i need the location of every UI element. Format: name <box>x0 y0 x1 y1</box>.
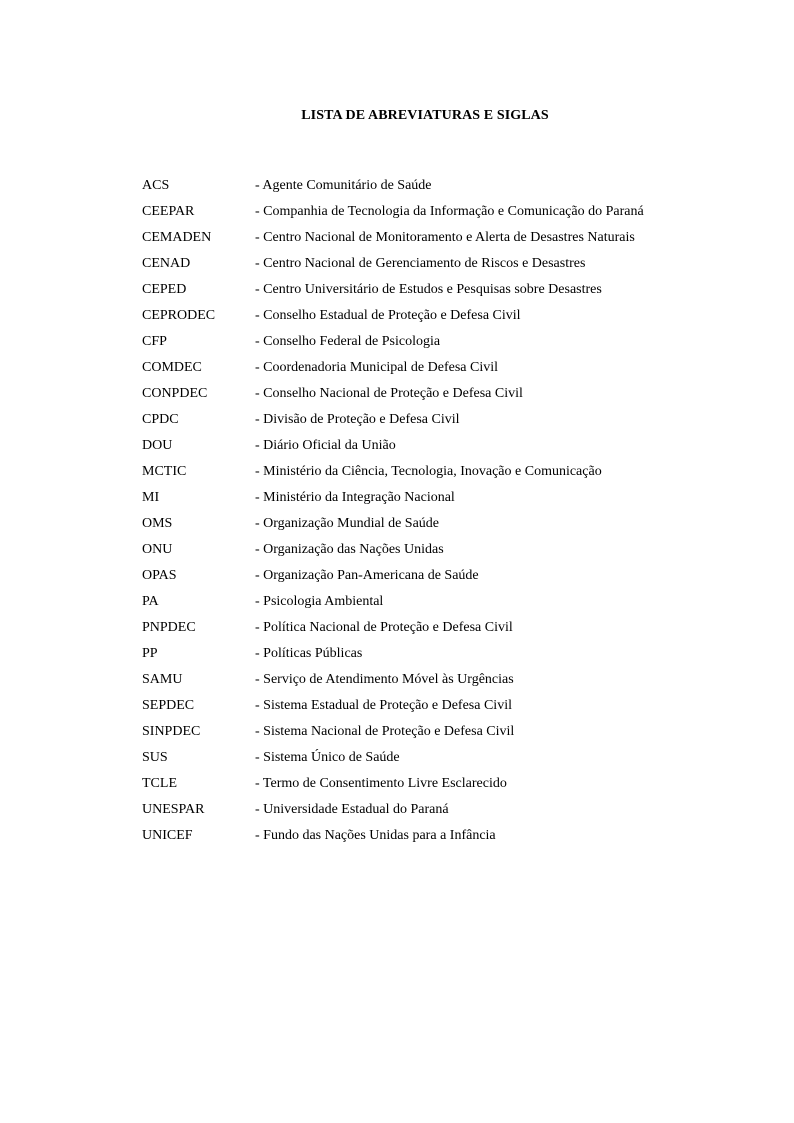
abbreviation-definition: - Diário Oficial da União <box>255 438 396 453</box>
list-item <box>142 228 702 254</box>
abbreviation: DOU <box>142 438 173 453</box>
abbreviation: CENAD <box>142 256 191 271</box>
abbreviation-definition: - Coordenadoria Municipal de Defesa Civil <box>255 360 498 375</box>
list-item <box>142 358 702 384</box>
list-item <box>142 202 702 228</box>
abbreviation: TCLE <box>142 776 177 791</box>
abbreviation-definition: - Centro Nacional de Monitoramento e Alerta de Desastres Naturais <box>255 230 635 245</box>
abbreviation-definition: - Ministério da Ciência, Tecnologia, Inovação e Comunicação <box>255 464 602 479</box>
abbreviation-definition: - Política Nacional de Proteção e Defesa Civil <box>255 620 513 635</box>
abbreviation: OMS <box>142 516 173 531</box>
abbreviation-definition: - Organização Pan-Americana de Saúde <box>255 568 479 583</box>
list-item <box>142 488 702 514</box>
abbreviation-definition: - Sistema Estadual de Proteção e Defesa Civil <box>255 698 512 713</box>
list-item <box>142 254 702 280</box>
list-item <box>142 592 702 618</box>
list-item <box>142 280 702 306</box>
abbreviation: CEEPAR <box>142 204 195 219</box>
abbreviation-definition: - Divisão de Proteção e Defesa Civil <box>255 412 460 427</box>
abbreviation: MCTIC <box>142 464 187 479</box>
list-item <box>142 748 702 774</box>
list-item <box>142 800 702 826</box>
list-item <box>142 774 702 800</box>
abbreviation: CFP <box>142 334 167 349</box>
abbreviation-definition: - Organização Mundial de Saúde <box>255 516 440 531</box>
abbreviation: ACS <box>142 178 170 193</box>
list-item <box>142 722 702 748</box>
abbreviation-definition: - Conselho Nacional de Proteção e Defesa Civil <box>255 386 523 401</box>
list-item <box>142 540 702 566</box>
abbreviation-definition: - Conselho Estadual de Proteção e Defesa Civil <box>255 308 521 323</box>
abbreviation-definition: - Políticas Públicas <box>255 646 363 661</box>
abbreviation: CEPRODEC <box>142 308 216 323</box>
list-item <box>142 826 702 852</box>
abbreviation: SINPDEC <box>142 724 201 739</box>
abbreviation: CEPED <box>142 282 187 297</box>
abbreviation-definition: - Companhia de Tecnologia da Informação e Comunicação do Paraná <box>255 204 644 219</box>
abbreviation: UNICEF <box>142 828 193 843</box>
abbreviation: SEPDEC <box>142 698 195 713</box>
list-item <box>142 618 702 644</box>
page-title: LISTA DE ABREVIATURAS E SIGLAS <box>301 108 549 123</box>
abbreviation: PNPDEC <box>142 620 196 635</box>
list-item <box>142 644 702 670</box>
list-item <box>142 696 702 722</box>
abbreviation-definition: - Psicologia Ambiental <box>255 594 384 609</box>
list-item <box>142 384 702 410</box>
list-item <box>142 410 702 436</box>
abbreviation-definition: - Centro Nacional de Gerenciamento de Riscos e Desastres <box>255 256 586 271</box>
abbreviation: SAMU <box>142 672 183 687</box>
list-item <box>142 566 702 592</box>
list-item <box>142 436 702 462</box>
abbreviation: PP <box>142 646 158 661</box>
abbreviation: OPAS <box>142 568 177 583</box>
abbreviation-definition: - Centro Universitário de Estudos e Pesquisas sobre Desastres <box>255 282 602 297</box>
abbreviation: PA <box>142 594 159 609</box>
abbreviation-definition: - Sistema Nacional de Proteção e Defesa Civil <box>255 724 515 739</box>
abbreviation-definition: - Organização das Nações Unidas <box>255 542 444 557</box>
abbreviation-definition: - Sistema Único de Saúde <box>255 750 400 765</box>
abbreviation-list <box>142 176 702 852</box>
abbreviation: CONPDEC <box>142 386 208 401</box>
abbreviation-definition: - Ministério da Integração Nacional <box>255 490 455 505</box>
abbreviation-definition: - Conselho Federal de Psicologia <box>255 334 441 349</box>
abbreviation: COMDEC <box>142 360 202 375</box>
list-item <box>142 306 702 332</box>
list-item <box>142 670 702 696</box>
list-item <box>142 514 702 540</box>
abbreviation-definition: - Fundo das Nações Unidas para a Infância <box>255 828 496 843</box>
list-item <box>142 176 702 202</box>
abbreviation: ONU <box>142 542 173 557</box>
list-item <box>142 462 702 488</box>
abbreviation: CPDC <box>142 412 179 427</box>
list-item <box>142 332 702 358</box>
abbreviation: MI <box>142 490 160 505</box>
abbreviation-definition: - Serviço de Atendimento Móvel às Urgências <box>255 672 514 687</box>
abbreviation: CEMADEN <box>142 230 212 245</box>
abbreviation-definition: - Agente Comunitário de Saúde <box>255 178 432 193</box>
abbreviation: SUS <box>142 750 168 765</box>
abbreviation-definition: - Universidade Estadual do Paraná <box>255 802 449 817</box>
abbreviation: UNESPAR <box>142 802 205 817</box>
abbreviation-definition: - Termo de Consentimento Livre Esclarecido <box>255 776 507 791</box>
